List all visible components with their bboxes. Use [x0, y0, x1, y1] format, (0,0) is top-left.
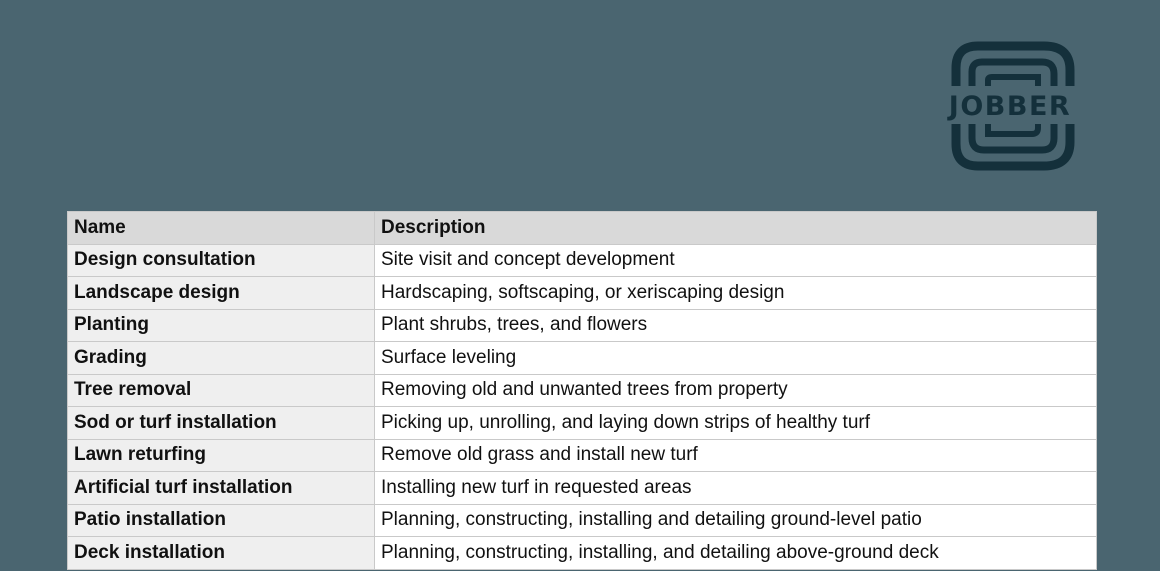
service-description-cell: Planning, constructing, installing and detailing ground-level patio	[375, 504, 1097, 537]
service-description-cell: Plant shrubs, trees, and flowers	[375, 309, 1097, 342]
table-row	[68, 504, 1097, 537]
logo-wordmark: JOBBER	[948, 91, 1072, 122]
service-name-cell: Lawn returfing	[68, 439, 375, 472]
service-name-cell: Design consultation	[68, 244, 375, 277]
service-description-cell: Surface leveling	[375, 342, 1097, 375]
service-name-cell: Planting	[68, 309, 375, 342]
service-name-cell: Deck installation	[68, 537, 375, 570]
service-name-cell: Sod or turf installation	[68, 407, 375, 440]
table-row	[68, 374, 1097, 407]
service-description-cell: Installing new turf in requested areas	[375, 472, 1097, 505]
service-description-cell: Removing old and unwanted trees from property	[375, 374, 1097, 407]
table-row	[68, 309, 1097, 342]
service-name-cell: Landscape design	[68, 277, 375, 310]
services-table-container	[67, 211, 1096, 570]
service-description-cell: Planning, constructing, installing, and detailing above-ground deck	[375, 537, 1097, 570]
column-header-description: Description	[375, 212, 1097, 245]
table-row	[68, 244, 1097, 277]
service-name-cell: Grading	[68, 342, 375, 375]
service-name-cell: Artificial turf installation	[68, 472, 375, 505]
service-name-cell: Patio installation	[68, 504, 375, 537]
jobber-logo	[934, 40, 1086, 172]
table-row	[68, 342, 1097, 375]
column-header-name: Name	[68, 212, 375, 245]
services-table	[67, 211, 1097, 570]
jobber-logo-icon	[934, 40, 1086, 172]
table-row	[68, 439, 1097, 472]
service-name-cell: Tree removal	[68, 374, 375, 407]
table-row	[68, 472, 1097, 505]
service-description-cell: Site visit and concept development	[375, 244, 1097, 277]
table-row	[68, 407, 1097, 440]
service-description-cell: Picking up, unrolling, and laying down strips of healthy turf	[375, 407, 1097, 440]
table-row	[68, 537, 1097, 570]
table-header-row	[68, 212, 1097, 245]
table-row	[68, 277, 1097, 310]
service-description-cell: Hardscaping, softscaping, or xeriscaping design	[375, 277, 1097, 310]
service-description-cell: Remove old grass and install new turf	[375, 439, 1097, 472]
